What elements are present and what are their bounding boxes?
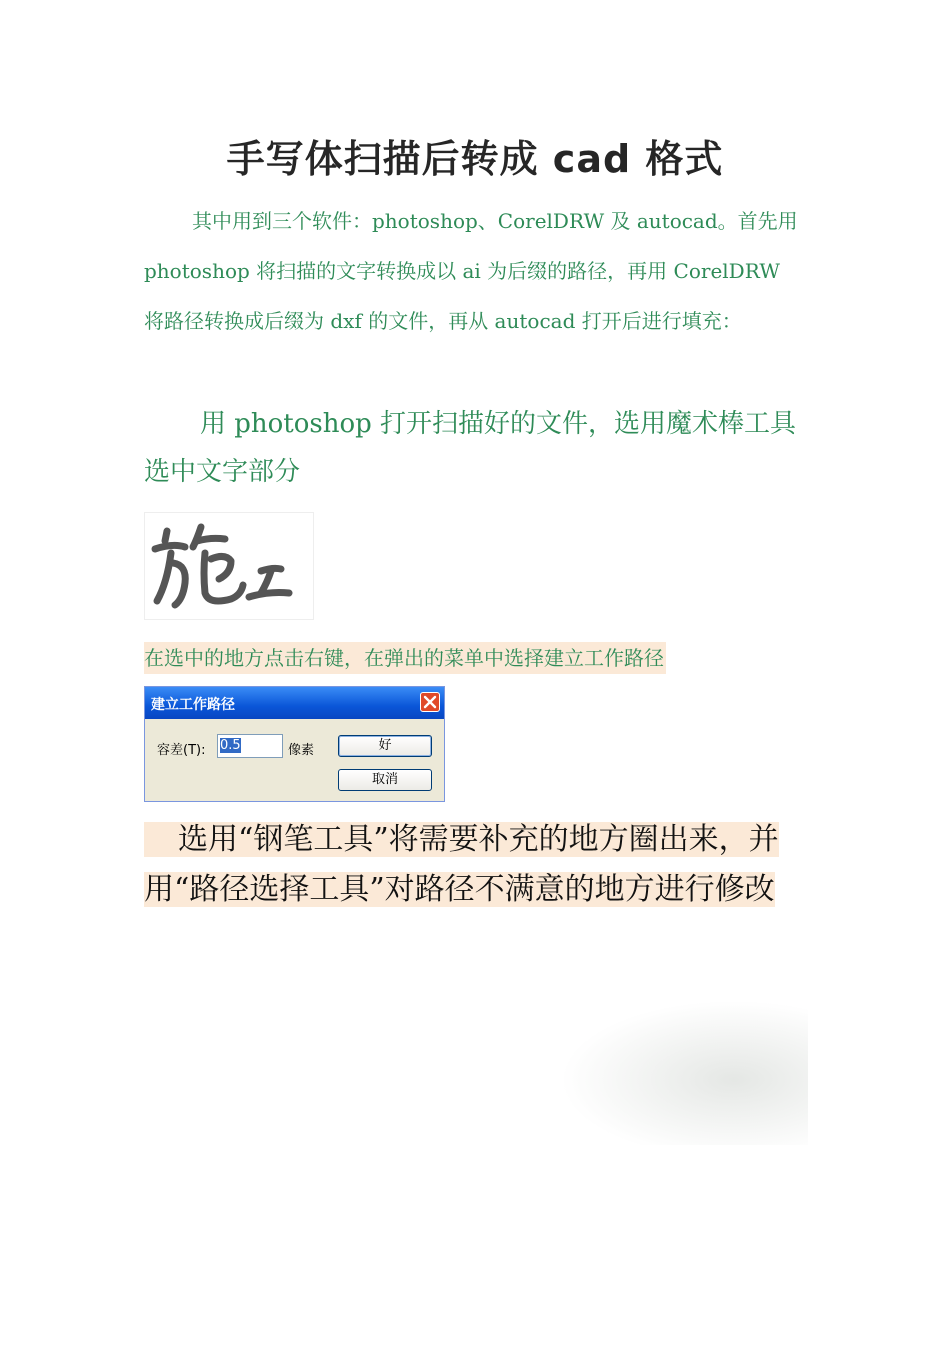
tolerance-value: 0.5 — [220, 738, 241, 753]
cancel-button[interactable]: 取消 — [338, 769, 432, 791]
handwriting-drawing — [145, 513, 313, 619]
tolerance-label: 容差(T): — [157, 743, 206, 758]
step3-paragraph — [144, 815, 806, 915]
make-work-path-dialog — [144, 686, 445, 802]
dialog-close-button[interactable] — [420, 692, 440, 712]
dialog-title: 建立工作路径 — [151, 697, 235, 713]
step1-paragraph: 用 photoshop 打开扫描好的文件，选用魔术棒工具选中文字部分 — [144, 409, 797, 487]
ok-button[interactable]: 好 — [338, 735, 432, 757]
document-title: 手写体扫描后转成 cad 格式 — [226, 137, 724, 181]
tolerance-unit: 像素 — [288, 743, 315, 758]
close-icon — [421, 693, 439, 711]
intro-paragraph: 其中用到三个软件：photoshop、CorelDRW 及 autocad。首先用 photoshop 将扫描的文字转换成以 ai 为后缀的路径，再用 CorelDRW 将路径转换成后缀为 dxf 的文件，再从 autocad 打开后进行填充： — [144, 209, 798, 333]
step2-paragraph: 在选中的地方点击右键，在弹出的菜单中选择建立工作路径 — [144, 642, 666, 674]
landscape-watermark — [560, 1000, 808, 1145]
tolerance-input[interactable] — [217, 734, 283, 758]
step3-text: 选用“钢笔工具”将需要补充的地方圈出来，并用“路径选择工具”对路径不满意的地方进行修改 — [144, 822, 779, 907]
handwriting-sample-image — [144, 512, 314, 620]
